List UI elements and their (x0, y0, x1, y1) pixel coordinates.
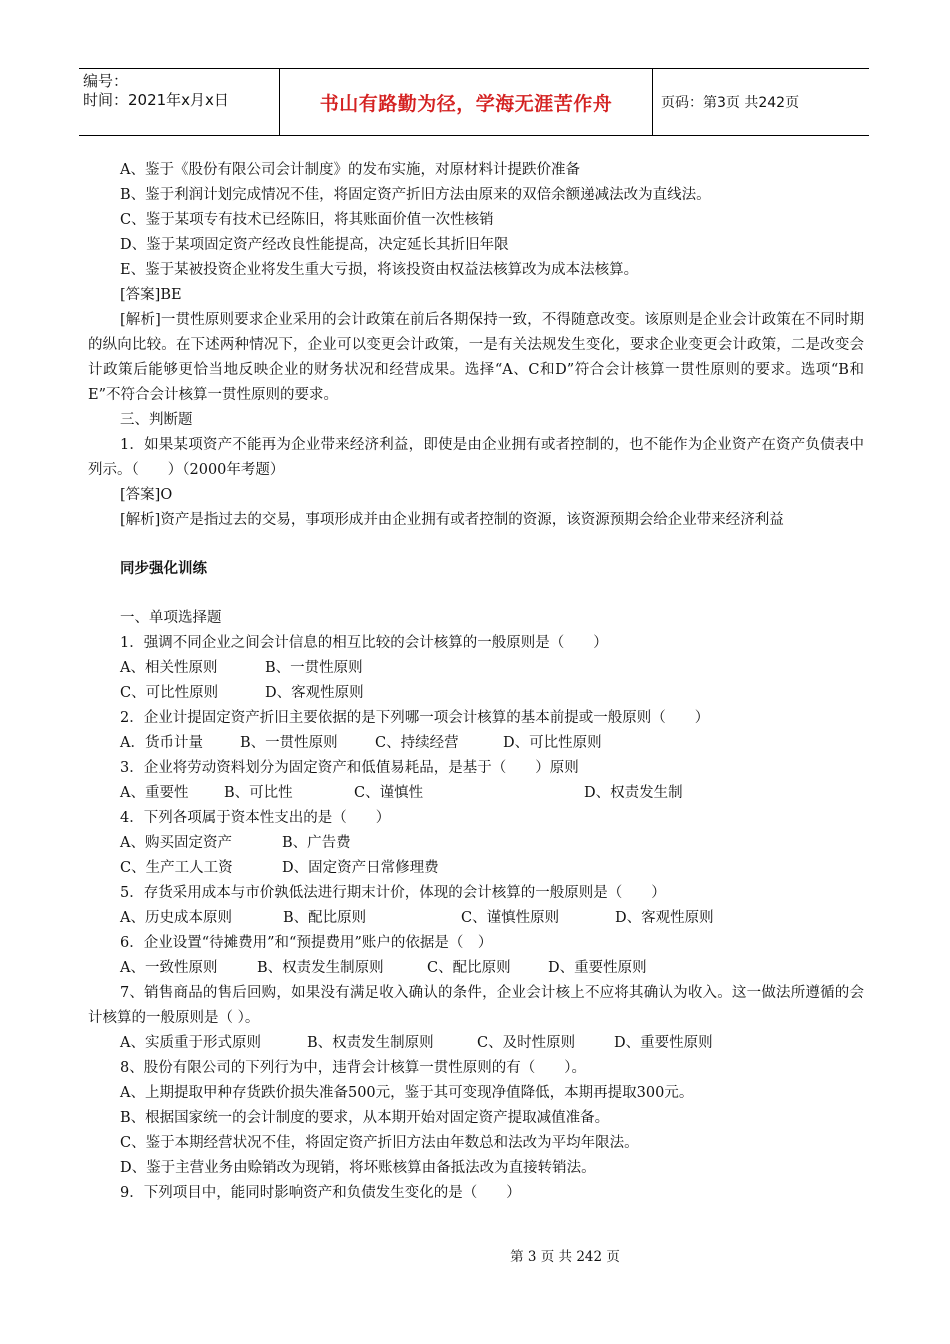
document-body (88, 158, 864, 1206)
option: B、配比原则 (283, 910, 367, 926)
option-row (88, 731, 864, 756)
option-row (88, 781, 864, 806)
section-heading: 同步强化训练 (120, 561, 207, 577)
judge-question-1: 1．如果某项资产不能再为企业带来经济利益，即使是由企业拥有或者控制的，也不能作为企业资产在资产负债表中列示。（ ）（2000年考题） (88, 437, 864, 478)
option-row (88, 656, 864, 681)
header-meta (79, 69, 280, 135)
option: A、一致性原则 (120, 960, 218, 976)
option: B、广告费 (282, 835, 351, 851)
question-4: 4．下列各项属于资本性支出的是（ ） (120, 810, 391, 826)
option: B、一贯性原则 (265, 660, 363, 676)
option-row (88, 831, 864, 856)
option-row (88, 906, 864, 931)
question-1: 1．强调不同企业之间会计信息的相互比较的会计核算的一般原则是（ ） (120, 635, 608, 651)
question-9: 9．下列项目中，能同时影响资产和负债发生变化的是（ ） (120, 1185, 521, 1201)
judge-section-title: 三、判断题 (120, 412, 193, 428)
analysis-paragraph: [解析]一贯性原则要求企业采用的会计政策在前后各期保持一致，不得随意改变。该原则是企业会计政策在不同时期的纵向比较。在下述两种情况下，企业可以变更会计政策，一是有关法规发生变化，要求企业变更会计政策，二是改变会计政策后能够更恰当地反映企业的财务状况和经营成果。选择“A、C和D”符合会计核算一贯性原则的要求。选项“B和E”不符合会计核算一贯性原则的要求。 (88, 312, 864, 403)
answer-line: [答案]O (120, 487, 173, 503)
option-line: D、鉴于主营业务由赊销改为现销，将坏账核算由备抵法改为直接转销法。 (120, 1160, 596, 1176)
option-line: C、鉴于本期经营状况不佳，将固定资产折旧方法由年数总和法改为平均年限法。 (120, 1135, 639, 1151)
question-2: 2．企业计提固定资产折旧主要依据的是下列哪一项会计核算的基本前提或一般原则（ ） (120, 710, 710, 726)
option: A、实质重于形式原则 (120, 1035, 261, 1051)
option-row (88, 856, 864, 881)
answer-line: [答案]BE (120, 287, 182, 303)
option: C、配比原则 (427, 960, 511, 976)
option-line: B、鉴于利润计划完成情况不佳，将固定资产折旧方法由原来的双倍余额递减法改为直线法。 (120, 187, 711, 203)
question-6: 6．企业设置“待摊费用”和“预提费用”账户的依据是（ ） (120, 935, 493, 951)
question-3: 3．企业将劳动资料划分为固定资产和低值易耗品，是基于（ ）原则 (120, 760, 579, 776)
number-label: 编号： (83, 72, 129, 90)
option: B、一贯性原则 (240, 735, 338, 751)
option: C、谨慎性原则 (461, 910, 560, 926)
option: D、可比性原则 (503, 735, 602, 751)
option: B、权责发生制原则 (307, 1035, 434, 1051)
question-5: 5．存货采用成本与市价孰低法进行期末计价，体现的会计核算的一般原则是（ ） (120, 885, 666, 901)
option-line: D、鉴于某项固定资产经改良性能提高，决定延长其折旧年限 (120, 237, 509, 253)
option: D、客观性原则 (265, 685, 364, 701)
header-motto: 书山有路勤为径，学海无涯苦作舟 (280, 69, 653, 135)
option: B、可比性 (224, 785, 293, 801)
option-line: E、鉴于某被投资企业将发生重大亏损，将该投资由权益法核算改为成本法核算。 (120, 262, 639, 278)
option: C、可比性原则 (120, 685, 219, 701)
option: A、购买固定资产 (120, 835, 232, 851)
option-line: A、上期提取甲种存货跌价损失准备500元，鉴于其可变现净值降低，本期再提取300元。 (120, 1085, 694, 1101)
page-footer: 第 3 页 共 242 页 (510, 1249, 620, 1265)
option: C、及时性原则 (477, 1035, 576, 1051)
option: A、历史成本原则 (120, 910, 232, 926)
option: A、相关性原则 (120, 660, 218, 676)
option: D、重要性原则 (548, 960, 647, 976)
option-row (88, 1031, 864, 1056)
option: C、持续经营 (375, 735, 459, 751)
option: D、权责发生制 (584, 785, 683, 801)
question-8: 8、股份有限公司的下列行为中，违背会计核算一贯性原则的有（ ）。 (120, 1060, 586, 1076)
question-list (88, 631, 864, 981)
single-choice-title: 一、单项选择题 (120, 610, 222, 626)
option-row (88, 956, 864, 981)
option-line: A、鉴于《股份有限公司会计制度》的发布实施，对原材料计提跌价准备 (120, 162, 580, 178)
option: C、生产工人工资 (120, 860, 233, 876)
analysis-paragraph: [解析]资产是指过去的交易，事项形成并由企业拥有或者控制的资源，该资源预期会给企业带来经济利益 (120, 512, 784, 528)
option-row (88, 681, 864, 706)
time-label: 时间：2021年x月x日 (83, 91, 229, 109)
header-page-info: 页码：第3页 共242页 (661, 95, 800, 111)
option: A．货币计量 (120, 735, 203, 751)
option: D、固定资产日常修理费 (282, 860, 439, 876)
option: C、谨慎性 (354, 785, 424, 801)
option-line: B、根据国家统一的会计制度的要求，从本期开始对固定资产提取减值准备。 (120, 1110, 610, 1126)
option: A、重要性 (120, 785, 189, 801)
option-line: C、鉴于某项专有技术已经陈旧，将其账面价值一次性核销 (120, 212, 494, 228)
page-header (79, 68, 869, 136)
question-7: 7、销售商品的售后回购，如果没有满足收入确认的条件，企业会计核上不应将其确认为收入。这一做法所遵循的会计核算的一般原则是（ ）。 (88, 985, 864, 1026)
option: B、权责发生制原则 (257, 960, 384, 976)
option: D、客观性原则 (615, 910, 714, 926)
option: D、重要性原则 (614, 1035, 713, 1051)
